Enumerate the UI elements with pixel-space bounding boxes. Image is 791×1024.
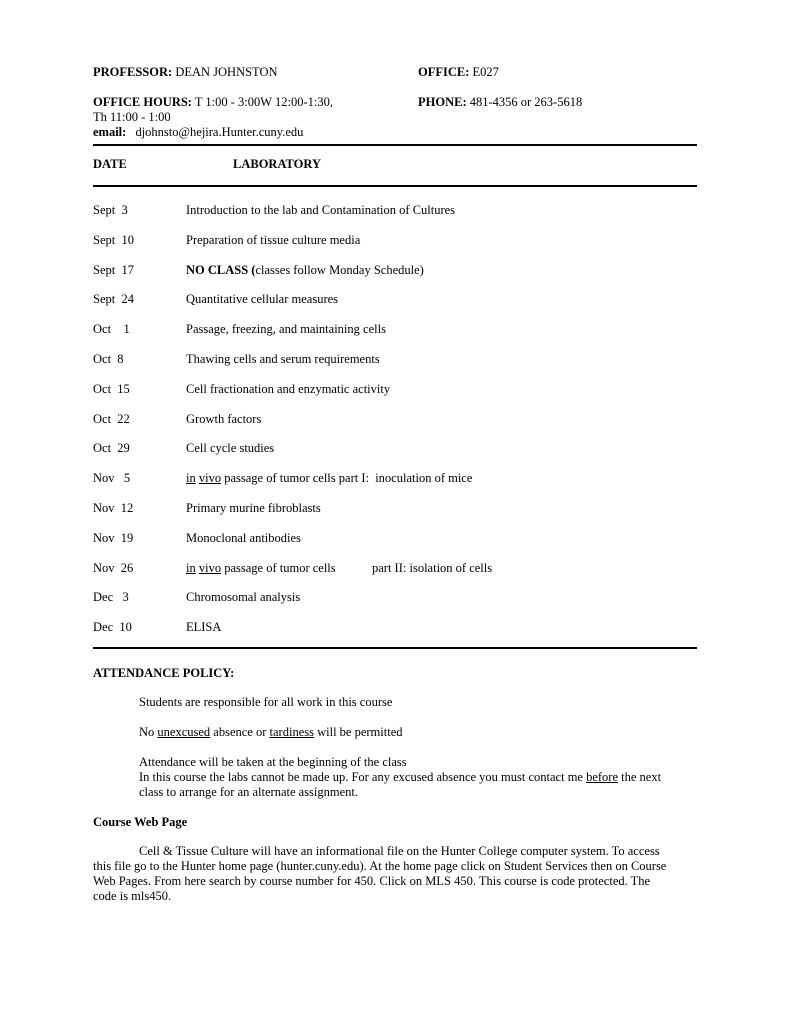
web-para-line1: Cell & Tissue Culture will have an informational file on the Hunter College computer system. To access (139, 844, 660, 858)
row-lab: Thawing cells and serum requirements (186, 352, 380, 366)
office-hours-line2: Th 11:00 - 1:00 (93, 110, 171, 124)
attendance-line1: Students are responsible for all work in this course (139, 695, 393, 709)
office-hours-line (93, 95, 333, 110)
row-date: Sept 17 (93, 263, 134, 277)
col-header-lab: LABORATORY (233, 157, 322, 171)
row-date: Nov 19 (93, 531, 134, 545)
attendance-line5: class to arrange for an alternate assignment. (139, 785, 359, 799)
row-date: Nov 26 (93, 561, 134, 575)
web-para-line3: Web Pages. From here search by course number for 450. Click on MLS 450. This course is code protected. The (93, 874, 651, 888)
row-lab: NO CLASS (classes follow Monday Schedule) (186, 263, 424, 277)
phone-line (418, 95, 582, 110)
row-date: Dec 3 (93, 590, 129, 604)
email-value: djohnsto@hejira.Hunter.cuny.edu (135, 125, 304, 139)
office-hours-value: T 1:00 - 3:00W 12:00-1:30, (194, 95, 333, 109)
row-lab: Cell cycle studies (186, 441, 275, 455)
table-bottom-rule (93, 647, 697, 649)
row-lab: ELISA (186, 620, 222, 634)
office-line (418, 65, 499, 80)
row-lab: Cell fractionation and enzymatic activity (186, 382, 391, 396)
web-heading: Course Web Page (93, 815, 188, 829)
phone-label: PHONE: (418, 95, 467, 109)
row-lab-extra: part II: isolation of cells (372, 561, 493, 575)
phone-value: 481-4356 or 263-5618 (469, 95, 583, 109)
row-lab: Primary murine fibroblasts (186, 501, 321, 515)
attendance-line2: No unexcused absence or tardiness will be permitted (139, 725, 403, 739)
row-lab: Monoclonal antibodies (186, 531, 301, 545)
email-line (93, 125, 303, 140)
table-header-rule (93, 185, 697, 187)
row-lab: Introduction to the lab and Contamination of Cultures (186, 203, 456, 217)
web-para-line4: code is mls450. (93, 889, 172, 903)
professor-line (93, 65, 278, 80)
row-date: Sept 24 (93, 292, 134, 306)
professor-name: DEAN JOHNSTON (175, 65, 278, 79)
office-label: OFFICE: (418, 65, 470, 79)
row-date: Nov 12 (93, 501, 134, 515)
row-date: Oct 22 (93, 412, 130, 426)
row-lab: Growth factors (186, 412, 262, 426)
attendance-line3: Attendance will be taken at the beginning of the class (139, 755, 407, 769)
table-top-rule (93, 144, 697, 146)
row-lab: Passage, freezing, and maintaining cells (186, 322, 386, 336)
row-lab: in vivo passage of tumor cells part I: inoculation of mice (186, 471, 473, 485)
office-value: E027 (472, 65, 499, 79)
email-label: email: (93, 125, 127, 139)
row-date: Oct 8 (93, 352, 124, 366)
web-para-line2: this file go to the Hunter home page (hunter.cuny.edu). At the home page click on Student Services then on Course (93, 859, 667, 873)
row-date: Nov 5 (93, 471, 131, 485)
attendance-heading: ATTENDANCE POLICY: (93, 666, 235, 680)
row-lab: Preparation of tissue culture media (186, 233, 361, 247)
row-date: Oct 1 (93, 322, 130, 336)
row-date: Oct 15 (93, 382, 130, 396)
row-date: Dec 10 (93, 620, 132, 634)
row-lab: Chromosomal analysis (186, 590, 301, 604)
col-header-date: DATE (93, 157, 127, 171)
attendance-line4: In this course the labs cannot be made up. For any excused absence you must contact me before the next (139, 770, 662, 784)
professor-label: PROFESSOR: (93, 65, 173, 79)
row-date: Sept 3 (93, 203, 128, 217)
row-lab: in vivo passage of tumor cells (186, 561, 336, 575)
row-date: Oct 29 (93, 441, 130, 455)
row-lab: Quantitative cellular measures (186, 292, 339, 306)
row-date: Sept 10 (93, 233, 134, 247)
office-hours-label: OFFICE HOURS: (93, 95, 192, 109)
